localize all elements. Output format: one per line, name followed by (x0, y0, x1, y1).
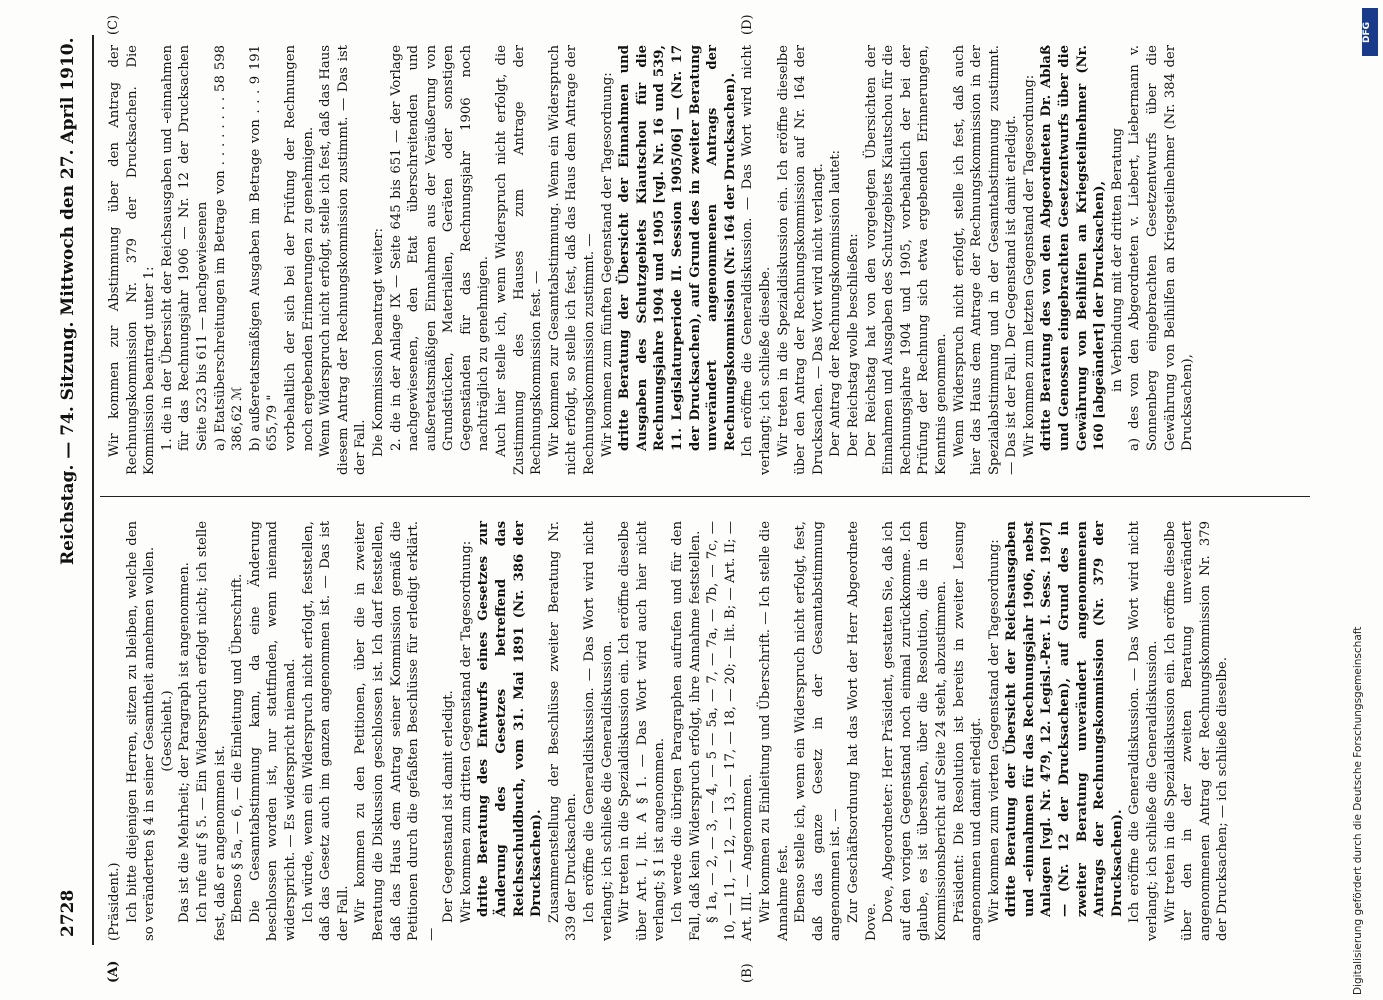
header-rule (92, 35, 94, 945)
paragraph: Wir treten in die Spezialdiskussion ein. Ich eröffne dieselbe über Art. I, lit. A § 1. — Das Wort wird auch hier nicht verlangt; § 1 ist angenommen. (617, 521, 668, 941)
list-item: 1. die in der Übersicht der Reichsausgaben und -einnahmen für das Rechnungsjahr 1906 — Nr. 12 der Drucksachen Seite 523 bis 611 — nachgewiesenen (159, 45, 210, 451)
list-item: vorbehaltlich der sich bei der Prüfung der Rechnungen noch ergebenden Erinnerungen zu genehmigen. (282, 45, 316, 451)
paragraph: Der Gegenstand ist damit erledigt. (441, 690, 457, 923)
paragraph: Zur Geschäftsordnung hat das Wort der Herr Abgeordnete Dove. (845, 521, 879, 941)
rotated-page-content (40, 14, 1330, 983)
paragraph: Ich werde die übrigen Paragraphen aufrufen und für den Fall, daß kein Widerspruch erfolgt, ihre Annahme feststellen. (670, 521, 703, 941)
agenda-item: dritte Beratung des von den Abgeordneten Dr. Ablaß und Genossen eingebrachten Gesetzentwurfs über die Gewährung von Beihilfen an Kriegsteilnehmer (Nr. 160 [abgeändert] der Drucksachen), (1039, 45, 1108, 451)
paragraph: Ich rufe auf § 5. — Ein Widerspruch erfolgt nicht; ich stelle fest, daß er angenommen ist. (194, 521, 228, 941)
paragraph: Wir kommen zu den Petitionen, über die in zweiter Beratung die Diskussion geschlossen ist. Ich darf feststellen, daß das Haus dem Antrag seiner Kommission gemäß die Petitionen durch die gefaßten Beschlüsse für erledigt erklärt. — (353, 521, 439, 941)
margin-mark-d: (D) (740, 14, 755, 35)
paragraph: Ich eröffne die Generaldiskussion. — Das Wort wird nicht verlangt; ich schließe die Generaldiskussion. (1127, 521, 1161, 941)
running-header (58, 35, 90, 945)
paragraph: in Verbindung mit der dritten Beratung (1109, 128, 1125, 392)
paragraph: Der Reichstag wolle beschließen: (845, 233, 861, 457)
margin-mark-a: (A) (106, 960, 121, 983)
paragraph: Wir treten in die Spezialdiskussion ein. Ich eröffne dieselbe über den Antrag der Rechnungskommission auf Nr. 164 der Drucksachen. — Das Wort wird nicht verlangt. (775, 45, 826, 475)
digitization-credit: Digitalisierung gefördert durch die Deutsche Forschungsgemeinschaft (1352, 626, 1364, 995)
paragraph: Wir kommen zum fünften Gegenstand der Tagesordnung: (599, 72, 615, 457)
agenda-item: dritte Beratung des Entwurfs eines Gesetzes zur Änderung des Gesetzes betreffend das Reichsschuldbuch, vom 31. Mai 1891 (Nr. 386 der Drucksachen). (476, 521, 545, 917)
paragraph: (Präsident.) (107, 862, 122, 941)
agenda-item: dritte Beratung der Übersicht der Reichsausgaben und -einnahmen für das Rechnungsjahr 1906, nebst Anlagen [vgl. Nr. 479, 12. Legisl.-Per. I. Sess. 1907] — (Nr. 12 der Drucksachen), auf Grund des in zweiter Beratung unverändert angenommenen Antrags der Rechnungskommission (Nr. 379 der Drucksachen). (1004, 521, 1125, 917)
paragraph: Wir kommen zum dritten Gegenstand der Tagesordnung: (458, 540, 474, 923)
paragraph: Ich eröffne die Generaldiskussion. — Das Wort wird nicht verlangt; ich schließe dieselbe. (740, 45, 773, 475)
paragraph: Wir kommen zum letzten Gegenstand der Tagesordnung: (1021, 74, 1037, 457)
paragraph: Auch hier stelle ich, wenn Widerspruch nicht erfolgt, die Zustimmung des Hauses zum Antrage der Rechnungskommission fest. — (494, 45, 545, 475)
list-item: 2. die in der Anlage IX — Seite 645 bis 651 — der Vorlage nachgewiesenen, den Etat überschreitenden und außeretatsmäßigen Einnahmen aus der Veräußerung von Grundstücken, Materialien, Geräten oder sonstigen Gegenständen für das Rechnungsjahr 1906 noch nachträglich zu genehmigen. (388, 45, 492, 451)
paragraph: Wir treten in die Spezialdiskussion ein. Ich eröffne dieselbe über den in der zweiten Beratung unverändert angenommenen Antrag der Rechnungskommission Nr. 379 der Drucksachen; — ich schließe dieselbe. (1162, 521, 1231, 941)
paragraph: Ich würde, wenn ein Widerspruch nicht erfolgt, feststellen, daß das Gesetz auch im ganzen angenommen ist. — Das ist der Fall. (300, 521, 351, 941)
paragraph: Wir kommen zum vierten Gegenstand der Tagesordnung: (986, 539, 1002, 923)
agenda-item: dritte Beratung der Übersicht der Einnahmen und Ausgaben des Schutzgebiets Kiautschou für die Rechnungsjahre 1904 und 1905 [vgl. Nr. 16 und 539, 11. Legislaturperiode II. Session 1905/06] — (Nr. 17 der Drucksachen), auf Grund des in zweiter Beratung unverändert angenommenen Antrags der Rechnungskommission (Nr. 164 der Drucksachen). (617, 45, 738, 451)
paragraph: § 1a, — 2, — 3, — 4, — 5 — 5a, — 7, — 7a, — 7b, — 7c, — 10, — 11, — 12, — 13, — 17, — 18, — 20; — lit. B; — Art. II; — Art. III. — Angenommen. (705, 521, 756, 941)
paragraph: Der Reichstag hat von den vorgelegten Übersichten der Einnahmen und Ausgaben des Schutzgebiets Kiautschou für die Rechnungsjahre 1904 und 1905, vorbehaltlich der bei der Prüfung der Rechnung sich etwa ergebenden Erinnerungen, Kenntnis genommen. (863, 45, 949, 475)
paragraph: (Geschieht.) (159, 690, 175, 772)
paragraph: Wir kommen zu Einleitung und Überschrift. — Ich stelle die Annahme fest. (757, 521, 791, 941)
paragraph: Ebenso stelle ich, wenn ein Widerspruch nicht erfolgt, fest, daß das ganze Gesetz in der Gesamtabstimmung angenommen ist. — (793, 521, 844, 941)
list-item: b) außeretatsmäßigen Ausgaben im Betrage von . . . 9 191 655,79 " (247, 45, 281, 451)
margin-mark-b: (B) (740, 963, 755, 983)
paragraph: Ich eröffne die Generaldiskussion. — Das Wort wird nicht verlangt; ich schließe die Generaldiskussion. (582, 521, 615, 941)
page-number: 2728 (58, 889, 78, 937)
paragraph: Dove, Abgeordneter: Herr Präsident, gestatten Sie, daß ich auf den vorigen Gegenstand noch einmal zurückkomme. Ich glaube, es ist übersehen, über die Resolution, die in dem Kommissionsbericht auf Seite 24 steht, abzustimmen. (881, 521, 949, 941)
paragraph: Ebenso § 5a, — 6, — die Einleitung und Überschrift. (230, 573, 246, 923)
paragraph: Zusammenstellung der Beschlüsse zweiter Beratung Nr. 339 der Drucksachen. (546, 521, 580, 941)
paragraph: Wir kommen zur Abstimmung über den Antrag der Rechnungskommission Nr. 379 der Drucksachen. Die Kommission beantragt unter 1: (107, 45, 158, 475)
header-title: Reichstag. — 74. Sitzung. Mittwoch den 27. April 1910. (58, 37, 78, 565)
paragraph: Wir kommen zur Gesamtabstimmung. Wenn ein Widerspruch nicht erfolgt, so stelle ich fest, daß das Haus dem Antrage der Rechnungskommission zustimmt. — (546, 45, 598, 475)
margin-mark-c: (C) (106, 14, 121, 35)
paragraph: Wenn Widerspruch nicht erfolgt, stelle ich fest, daß das Haus diesem Antrag der Rechnungskommission zustimmt. — Das ist der Fall. (318, 45, 369, 475)
paragraph: Die Gesamtabstimmung kann, da eine Änderung beschlossen worden ist, nur stattfinden, wenn niemand widerspricht. — Es widerspricht niemand. (247, 521, 298, 941)
paragraph: Die Kommission beantragt weiter: (370, 228, 386, 457)
paragraph: Das ist die Mehrheit; der Paragraph ist angenommen. (177, 562, 193, 923)
paragraph: Der Antrag der Rechnungskommission lautet: (828, 150, 844, 457)
dfg-logo: DFG (1362, 8, 1378, 56)
left-column (106, 521, 1232, 941)
list-item: a) des von den Abgeordneten v. Liebert, Liebermann v. Sonnenberg eingebrachten Gesetzentwurfs über die Gewährung von Beihilfen an Kriegsteilnehmer (Nr. 384 der Drucksachen), (1127, 45, 1196, 451)
right-column (106, 45, 1197, 475)
paragraph: Wenn Widerspruch nicht erfolgt, stelle ich fest, daß auch hier das Haus dem Antrage der Rechnungskommission in der Spezialabstimmung und in der Gesamtabstimmung zustimmt. — Das ist der Fall. Der Gegenstand ist damit erledigt. (951, 45, 1020, 475)
paragraph: Präsident: Die Resolution ist bereits in zweiter Lesung angenommen und damit erledigt. (951, 521, 985, 941)
list-item: a) Etatsüberschreitungen im Betrage von . . . . . . . . 58 598 386,62 ℳ (212, 45, 246, 451)
column-divider (100, 496, 1310, 497)
paragraph: Ich bitte diejenigen Herren, sitzen zu bleiben, welche den so veränderten § 4 in seiner Gesamtheit annehmen wollen. (124, 521, 158, 941)
